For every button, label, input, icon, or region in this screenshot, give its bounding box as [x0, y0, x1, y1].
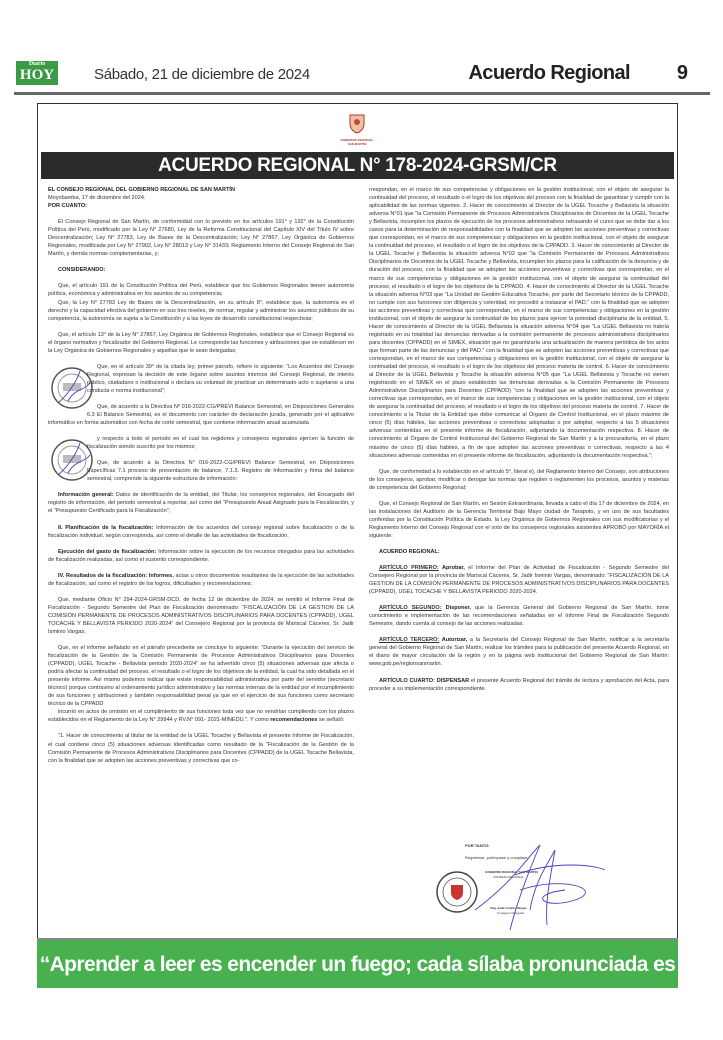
paragraph: [48, 524, 354, 540]
paragraph: [369, 564, 669, 596]
paragraph-text: Que, mediante Oficio N° 294-2024-GRSM-DCD, de fecha 12 de diciembre de 2024, se remitió el Informe Final de Fiscalización - Segundo Semestre del Plan de Fiscalización denominado: “FISCALIZACIÓN DE LA GESTION DE LA COMISIÓN PERMANENTE DE PROCESOS ADMINISTRATIVOS DISCIPLINARIOS PARA DOCENTES (CPPADD), UGEL TOCACHE Y BELLAVISTA PERIODO 2020-2024” del Consejero Regional por la provincia de Mariscal Cáceres, Sr. Jadir Isminio Vargas;: [48, 596, 354, 635]
page-number: 9: [676, 62, 688, 84]
paragraph-text: Que, de acuerdo a la Directiva N° 016-2022-CG/PREVI Balance Semestral, en Disposiciones Específicas 7.1 proceso de presentación de balance, 7.1.3. Registro de Información y firma del balance semestral, comprende la siguiente estructura de información:: [87, 460, 354, 483]
bold-lead: ACUERDO REGIONAL:: [379, 548, 440, 555]
diario-hoy-logo: [16, 61, 58, 85]
paragraph: [369, 636, 669, 668]
paragraph: [48, 644, 354, 708]
paragraph: [48, 186, 354, 194]
bold-lead: CONSIDERANDO:: [58, 267, 106, 274]
paragraph: [48, 331, 354, 355]
paragraph-text: Que, en el artículo 39° de la citada ley, primer párrafo, refiere lo siguiente: “Los Acuerdos del Consejo Regional, expresan la decisión de este órgano sobre asuntos internos del Consejo Regional, de interés público, ciudadano o institucional o declara su voluntad de practicar un determinado acto o sujetarse a una conducta o norma institucional”;: [87, 363, 354, 394]
paragraph-tail: se señaló:: [317, 717, 345, 724]
paragraph: [48, 435, 354, 451]
paragraph-text: y respecto a todo el periodo en el cual los regidores y consejeros regionales ejercen la función de fiscalización siendo suscrito por los mismos;: [87, 436, 354, 451]
coat-of-arms-icon: [347, 112, 367, 134]
paragraph: [369, 468, 669, 492]
paragraph-text: El Consejo Regional de San Martín, de conformidad con lo previsto en los artículos 191° y 192° de la Constitución Política del Perú, modificado por la Ley N° 27680, Ley de la Reforma Constitucional del Capítulo XIV del Título IV sobre Descentralización; Ley N° 27783, Ley de Bases de la Descentralización; Ley N° 27867, Ley Orgánica de Gobiernos Regionales, modificada por Ley N° 27902, Ley N° 28013 y Ley N° 31433; Reglamento Interno del Consejo Regional de San Martín, y demás normas complementarias, y;: [48, 219, 354, 258]
paragraph-text: Que, la Ley N° 27783 Ley de Bases de la Descentralización, en su artículo 8°, establece que, la autonomía es el derecho y la capacidad efectiva del gobierno en sus tres niveles, de normar, regular y administrar los asuntos públicos de su competencia, la autonomía se sujeta a la Constitución y a las leyes de desarrollo constitucional respectivas;: [48, 299, 354, 322]
article-heading: ARTÍCULO SEGUNDO:: [379, 605, 442, 612]
paragraph-text: Que, el artículo 191 de la Constitución Política del Perú, establece que los Gobiernos Regionales tienen autonomía política, económica y administrativa en los asuntos de su competencia;: [48, 283, 354, 298]
paragraph: [48, 363, 354, 395]
bold-lead: Disponer,: [441, 605, 471, 612]
paragraph-text: Información de los acuerdos del consejo regional sobre fiscalización o de la fiscalización individual, según corresponda, así como el detalle de las actividades de fiscalización.: [48, 524, 355, 539]
signer-role: Consejero Delegado: [497, 911, 525, 915]
logo-top: Diario: [28, 61, 46, 67]
official-seal-icon: [40, 435, 84, 487]
paragraph-text: que la Gerencia General del Gobierno Regional de San Martín, tome conocimiento e implementación de las recomendaciones señaladas en el Informe Final de Fiscalización Segundo Semestre, dando cuenta al consejo de las acciones realizadas.: [369, 605, 670, 628]
paragraph-text: Que, en el informe señalado en el párrafo precedente se concluye lo siguiente: “Durante la ejecución del servicio de fiscalización de la Gestión de la Comisión Permanente de Procesos Administrativos Disciplinarios para Docentes (CPPADD), UGEL Tocache - Bellavista periodo 2020-2024” se ha advertido cinco (5) situaciones adversas que afecta o podría afectar la continuidad del proceso, el resultado o el logro de los objetivos de la entidad, la cual ha sido detallada en el presente informe. Así mismo podemos indicar que existe responsabilidad administrativa por parte del servidor (secretario técnico) porque contravino al ordenamiento jurídico administrativo y las normas internas de la entidad por el incumplimiento de sus funciones y atribuciones y también responsabilidad penal ya que en el ejercicio de sus funciones como secretario técnico de la CPPADD: [48, 645, 354, 708]
document-title: ACUERDO REGIONAL N° 178-2024-GRSM/CR: [41, 152, 674, 179]
paragraph: [48, 491, 354, 515]
bold-word: recomendaciones: [270, 717, 318, 724]
section-title: Acuerdo Regional: [468, 62, 630, 84]
paragraph-text: a la Secretaría del Consejo Regional de San Martín, notificar a la secretaría general del Gobierno Regional de San Martín, realizar los trámites para la publicación del presente Acuerdo Regional, en el diario de mayor circulación de la región y en la página web institucional del Gobierno Regional de San Martín: www.gob.pe/regionsanmartin.: [369, 637, 669, 668]
left-column: [48, 186, 354, 765]
paragraph: [48, 299, 354, 323]
bold-lead: Autorizar,: [439, 637, 468, 644]
paragraph-text: el Informe del Plan de Actividad de Fiscalización - Segundo Semestre del Consejero Regional por la provincia de Mariscal Cáceres, Sr. Jadir Isminio Vargas, denominado: “FISCALIZACIÓN DE LA GESTION DE LA COMISIÓN PERMANENTE DE PROCESOS ADMINISTRATIVOS DISCIPLINARIOS PARA DOCENTES (CPPADD), UGEL TOCACHE Y BELLAVISTA PERIODO 2020-2024.: [369, 565, 669, 596]
paragraph-text: Moyobamba, 17 de diciembre del 2024.: [48, 195, 146, 202]
handwritten-signature: [455, 840, 625, 932]
logo-line1: GOBIERNO REGIONAL: [340, 138, 374, 142]
bold-lead: EL CONSEJO REGIONAL DEL GOBIERNO REGIONAL DE SAN MARTÍN: [48, 187, 235, 193]
paragraph: [48, 732, 354, 764]
page-header: [14, 58, 710, 90]
article-heading: ARTÍCULO PRIMERO:: [379, 565, 439, 572]
paragraph: [48, 202, 354, 210]
paragraph-text: incurrió en actos de omisión en el cumplimiento de sus funciones toda vez que no vendrían cumpliendo con los plazos establecidos en el Reglamento de la Ley N° 29944 y RV.N° 091- 2021-MINEDU.”. Y como: [48, 709, 354, 724]
paragraph: [369, 186, 669, 460]
paragraph: [369, 604, 669, 628]
bold-lead: II. Planificación de la fiscalización:: [58, 524, 154, 531]
paragraph: [369, 500, 669, 540]
paragraph: [48, 282, 354, 298]
bold-lead: Aprobar,: [438, 565, 465, 572]
paragraph: [369, 677, 669, 693]
paragraph-text: Que, el Consejo Regional de San Martín, en Sesión Extraordinaria, llevada a cabo el día 17 de diciembre de 2024, en las instalaciones del Auditorio de la Gerencia Territorial Bajo Mayo ciudad de Tarapoto, y en uso de sus facultades conferidas por la Constitución Política de Estado, la Ley Orgánica de Gobiernos Regionales con sus modificatorias y el Reglamento Interno del Consejo Regional con el voto de los consejeros regionales asistentes APROBÓ por MAYORÍA el siguiente:: [369, 500, 669, 539]
paragraph: [48, 548, 354, 564]
paragraph-text: Que, de acuerdo a la Directiva Nº 016-2022-CG/PREVI Balance Semestral, en Disposiciones Generales 6.3 El Balance Semestral, es el documento con carácter de declaración jurada, generado por el aplicativo informático en forma automático con fecha de corte semestral, que contiene información anual acumulada: [48, 403, 354, 427]
article-heading: ARTÍCULO TERCERO:: [379, 637, 440, 644]
paragraph-text: Que, de conformidad a lo establecido en el artículo 5°, literal e), del Reglamento Interno del Consejo, son atribuciones de los consejeros, aprobar, modificar o derogar las normas que regulen o reglamenten los procesos, asuntos y materias de competencia del Gobierno Regional;: [369, 468, 669, 491]
paragraph-text: Datos de identificación de la entidad, del Titular, los consejeros regionales, del Encargado del registro de información, del periodo semestral a reportar, así como del “Presupuesto Anual Asignado para la Fiscalización, y el “Presupuesto Certificado para la Fiscalización”;: [48, 492, 354, 515]
issue-date: Sábado, 21 de diciembre de 2024: [94, 66, 310, 83]
bold-lead: IV. Resultados de la fiscalización: Informes,: [58, 572, 174, 579]
paragraph: [48, 218, 354, 258]
signature-block: [415, 840, 625, 932]
paragraph: [48, 194, 354, 202]
closing-formula: Regístrese, publíquese y cúmplase.: [465, 855, 529, 860]
signer-name: Abg. Jadir Isminio Vargas: [490, 906, 527, 910]
official-seal-icon: [40, 363, 84, 415]
bold-lead: Ejecución del gasto de fiscalización:: [58, 548, 157, 555]
por-tanto: POR TANTO:: [465, 843, 490, 848]
paragraph: [48, 572, 354, 588]
footer-quote-banner: “Aprender a leer es encender un fuego; cada sílaba pronunciada es una chispa”.: [37, 938, 678, 988]
paragraph-text: actas u otros documentos resultantes de la ejecución de las actividades de fiscalización, así como el registro de los logros, dificultades y recomendaciones;: [48, 572, 354, 587]
bold-lead: Información general:: [58, 492, 114, 499]
paragraph-text: Que, el artículo 13° de la Ley N° 27867, Ley Orgánica de Gobiernos Regionales, establece que el Consejo Regional es el órgano normativo y fiscalizador del Gobierno Regional. Le corresponde las funciones y atribuciones que se establecen en la Ley Orgánica de Gobiernos Regionales y aquellas que le sean delegadas;: [48, 331, 354, 354]
paragraph-text: Información sobre la ejecución de los recursos otorgados para las actividades de fiscalización realizadas, así como el sustento correspondiente.: [48, 548, 354, 563]
header-rule: [14, 92, 710, 95]
signature-org: GOBIERNO REGIONAL SAN MARTÍN: [485, 870, 538, 874]
right-column: [369, 186, 669, 693]
paragraph: [48, 596, 354, 636]
signature-org-sub: CONSEJO REGIONAL: [493, 875, 524, 879]
paragraph: [48, 708, 354, 724]
logo-main: HOY: [19, 67, 55, 83]
gobierno-regional-logo: [331, 112, 383, 150]
paragraph-text: rrespondan, en el marco de sus competencias y obligaciones en la gestión institucional, con el objeto de asegurar la continuidad del proceso, el resultado o el logro de los objetivos del proceso con la finalidad de garantizar y cumplir con la aplicabilidad de las normas vigentes. 2. Hacer de conocimiento al Director de la UGEL Tocache y Bellavista la situación adversa N°01 que “la Comisión Permanente de Procesos Administrativos Disciplinarios de Docentes de la UGEL Tocache y Bellavista, incumplen los plazos de ejecución de los procesos administrativos retrasando el curso que se debe dar a los casos para la determinación de responsabilidades con la finalidad que se adopten las acciones preventivas y correctivas que correspondan, en el marco de sus competencias y obligaciones en la gestión institucional, con el objeto de asegurar la continuidad del proceso, el resultado o el logro de los objetivos de la CPPADD. 3. Hacer de conocimiento al Director de la UGEL Tocache y Bellavista la situación adversa N°02 que “la Comisión Permanente de Procesos Administrativos Disciplinarios de Docentes de la UGEL Tocache y Bellavista, incumplen los plazos para la calificación de la denuncia y de duración del proceso, con la finalidad que se adopten las acciones preventivas y correctivas que correspondan, en el marco de sus competencias y obligaciones en la gestión institucional, con el objeto de asegurar la continuidad del proceso, el resultado o el logro de los objetivos de la CPPADD. 4. Hacer de conocimiento al Director de la UGEL Tocache la situación adversa N°03 que “La Unidad de Gestión Educativa Tocache, por parte del Secretario técnico de la CPPADD, no cumple con sus funciones con diligencia y celeridad, no procedió a instaurar el PAD.” con la finalidad que se adopten las acciones preventivas y correctivas que correspondan, en el marco de sus competencias y obligaciones en la gestión institucional, con el objeto de asegurar la continuidad de los plazos para ejercer la potestad disciplinaria de la entidad. 5. Hacer de conocimiento al Director de la UGEL Bellavista la situación adversa N°04 que “La UGEL Bellavista no habría registrado en su totalidad las denuncias derivadas a la comisión permanente de procesos administrativos disciplinarios para docentes (CPPADD) en el SIMEX, situación que no garantizaría una actualización de manera periódica de los actos que forman parte de las denuncias y del PAD.” con la finalidad que se adopten las acciones preventivas y correctivas que correspondan, en el marco de sus competencias y obligaciones en la gestión institucional, con el objeto de asegurar la continuidad del proceso, el resultado o el logro de los objetivos del proceso materia de control. 6. Hacer de conocimiento al Director de la UGEL Bellavista y Tocache la situación adversa N°05 que “La UGEL Bellavista y Tocache no vienen registrando en el SIMEX en el plazo establecido las denuncias derivadas a la Comisión Permanente de Procesos Administrativos Disciplinarios para Docentes (CPPADD) “con la finalidad que se adopten las acciones preventivas y correctivas que correspondan, en el marco de sus competencias y obligaciones en la gestión institucional, con el objeto de asegurar la continuidad del proceso, el resultado o el logro de los objetivos del proceso materia de control. 7. Hacer de conocimiento a la Titular de la Entidad que debe comunicar al Órgano de Control Institucional, en el plazo máximo de cinco (5) días hábiles, las acciones preventivas o correctivas adoptadas o por adoptar, respecto a las 5 situaciones adversas contenidas en el presente informe de fiscalización, adjuntando la documentación respectiva. 8. Hacer de conocimiento al Órgano de Control Institucional del Gobierno Regional de San Martín y a la procuraduría, en el plazo máximo de cinco (5) días hábiles, a fin de que adopten las acciones preventivas o correctivas, respecto a las 4 situaciones adversas contenidas en el presente informe de fiscalización, adjuntando la documentación respectiva.”;: [369, 187, 669, 459]
logo-line2: SAN MARTÍN: [347, 141, 367, 146]
paragraph: [48, 266, 354, 274]
bold-lead: POR CUANTO:: [48, 203, 88, 210]
paragraph-text: el presente Acuerdo Regional del trámite de lectura y aprobación del Acta, para proceder a su implementación correspondiente.: [369, 677, 669, 692]
bold-lead: ARTÍCULO CUARTO: DISPENSAR: [379, 677, 470, 684]
paragraph: [369, 548, 669, 556]
paragraph-text: “1. Hacer de conocimiento al titular de la entidad de la UGEL Tocache y Bellavista el presente Informe de Fiscalización, el cual contiene cinco (5) situaciones adversas identificadas como resultado de la “Fiscalización de la Gestión de la Comisión Permanente de Procesos Administrativos Disciplinarios para Docentes (CPPADD) de la UGEL Tocache Bellavista, con la finalidad que se adopten las acciones preventivas y correctivas que co-: [48, 733, 354, 764]
